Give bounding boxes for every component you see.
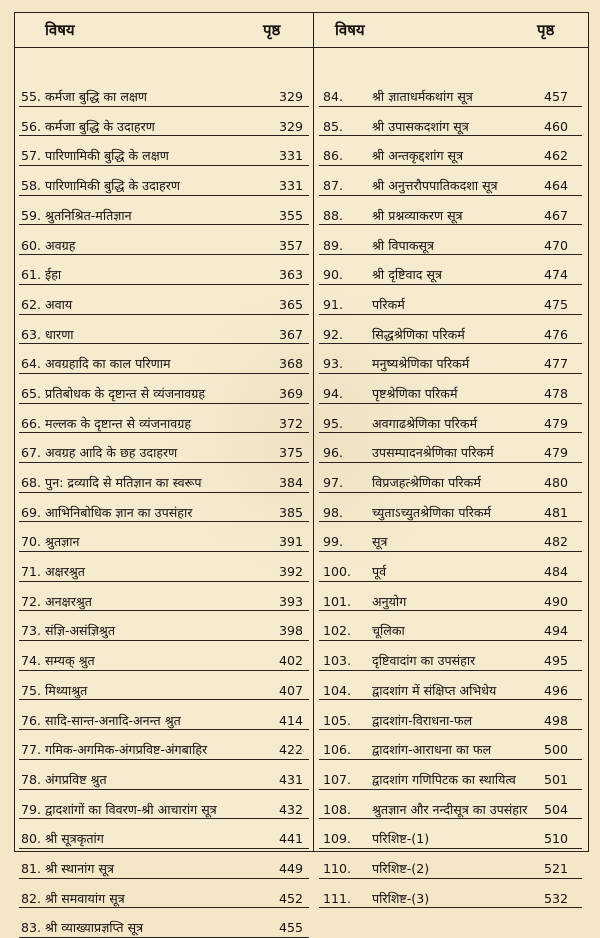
entry-page-number: 457 <box>543 89 568 105</box>
entry-label <box>323 358 528 371</box>
index-entry <box>313 196 588 226</box>
index-entry <box>313 255 588 285</box>
entry-number: 76. <box>21 712 42 728</box>
entry-page-number: 477 <box>543 356 568 372</box>
entry-label <box>21 833 253 846</box>
entry-label <box>21 801 253 817</box>
entry-label <box>323 326 528 342</box>
entry-title: द्वादशांगों का विवरण-श्री आचारांग सूत्र <box>45 801 217 817</box>
entry-number: 80. <box>21 831 42 847</box>
index-entry <box>313 77 588 107</box>
entry-title: चूलिका <box>372 623 405 639</box>
index-entry <box>313 493 588 523</box>
index-entry <box>313 285 588 315</box>
entry-number: 70. <box>21 534 42 550</box>
entry-number: 104. <box>323 682 352 698</box>
entry-number: 78. <box>21 771 42 787</box>
entry-title: श्री अनुत्तरौपपातिकदशा सूत्र <box>372 178 498 194</box>
entry-page-number: 521 <box>543 860 568 876</box>
index-entry <box>15 404 313 434</box>
entry-title: अवाय <box>45 296 73 312</box>
entry-page-number: 329 <box>278 89 303 105</box>
index-entry <box>313 700 588 730</box>
entry-label <box>21 385 253 401</box>
entry-title: उपसम्पादनश्रेणिका परिकर्म <box>372 445 494 461</box>
entry-number: 73. <box>21 623 42 639</box>
header-subject-left: विषय <box>45 21 75 39</box>
entry-page-number: 372 <box>278 415 303 431</box>
entry-page-number: 464 <box>543 178 568 194</box>
entry-title: श्री उपासकदशांग सूत्र <box>372 118 469 134</box>
entry-page-number: 392 <box>278 564 303 580</box>
entry-page-number: 474 <box>543 267 568 283</box>
index-entry <box>15 641 313 671</box>
entry-page-number: 365 <box>278 296 303 312</box>
entry-label <box>323 150 528 163</box>
index-entry <box>15 136 313 166</box>
entry-number: 106. <box>323 742 352 758</box>
entry-number: 72. <box>21 593 42 609</box>
entry-title: पारिणामिकी बुद्धि के उदाहरण <box>45 178 180 194</box>
entry-number: 75. <box>21 682 42 698</box>
index-entry <box>313 522 588 552</box>
entry-label <box>21 269 253 282</box>
entry-page-number: 480 <box>543 475 568 491</box>
entry-number: 98. <box>323 504 344 520</box>
entry-page-number: 479 <box>543 415 568 431</box>
entry-title: अवग्रह <box>45 237 76 253</box>
index-entry <box>313 433 588 463</box>
entry-label <box>21 91 253 104</box>
entry-label <box>21 118 253 134</box>
entry-label <box>21 536 253 549</box>
entry-title: द्वादशांग में संक्षिप्त अभिधेय <box>372 682 497 698</box>
entry-title: श्री व्याख्याप्रज्ञप्ति सूत्र <box>45 920 144 936</box>
entry-label <box>323 269 528 282</box>
entry-number: 61. <box>21 267 42 283</box>
entry-title: श्रुतज्ञान और नन्दीसूत्र का उपसंहार <box>372 801 528 817</box>
entry-title: सिद्धश्रेणिका परिकर्म <box>372 326 465 342</box>
entry-title: द्वादशांग गणिपिटक का स्थायित्व <box>372 771 516 787</box>
entry-number: 97. <box>323 475 344 491</box>
entry-label <box>21 207 253 223</box>
entry-page-number: 467 <box>543 207 568 223</box>
index-entry <box>15 700 313 730</box>
entry-page-number: 432 <box>278 801 303 817</box>
entry-page-number: 367 <box>278 326 303 342</box>
entry-page-number: 452 <box>278 890 303 906</box>
entry-number: 95. <box>323 415 344 431</box>
index-entry <box>15 225 313 255</box>
entry-label <box>323 536 528 549</box>
entry-number: 105. <box>323 712 352 728</box>
entry-title: कर्मजा बुद्धि का लक्षण <box>45 89 147 105</box>
entry-label <box>323 447 528 460</box>
header-page-left: पृष्ठ <box>263 21 281 39</box>
entry-number: 90. <box>323 267 344 283</box>
entry-label <box>21 771 253 787</box>
entry-title: द्वादशांग-विराधना-फल <box>372 712 473 728</box>
header-subject-right: विषय <box>335 21 365 39</box>
entry-page-number: 369 <box>278 385 303 401</box>
entry-page-number: 496 <box>543 682 568 698</box>
entry-page-number: 375 <box>278 445 303 461</box>
entry-number: 108. <box>323 801 352 817</box>
header-page-right: पृष्ठ <box>537 21 555 39</box>
index-entry <box>15 582 313 612</box>
entry-title: परिशिष्ट-(3) <box>372 890 430 906</box>
index-entry <box>15 344 313 374</box>
entry-title: अवग्रह आदि के छह उदाहरण <box>45 445 178 461</box>
entry-label <box>323 118 528 134</box>
entry-label <box>323 593 528 609</box>
entry-number: 64. <box>21 356 42 372</box>
entry-title: मिथ्याश्रुत <box>45 682 88 698</box>
entry-title: श्री विपाकसूत्र <box>372 237 435 253</box>
entry-page-number: 355 <box>278 207 303 223</box>
entry-page-number: 470 <box>543 237 568 253</box>
entry-label <box>21 566 253 579</box>
entry-number: 99. <box>323 534 344 550</box>
entry-page-number: 494 <box>543 623 568 639</box>
entry-label <box>323 180 528 193</box>
entry-label <box>323 91 528 104</box>
index-entry <box>313 225 588 255</box>
entry-title: अनक्षरश्रुत <box>45 593 92 609</box>
entry-number: 66. <box>21 415 42 431</box>
entry-page-number: 476 <box>543 326 568 342</box>
index-entry <box>313 404 588 434</box>
index-entry <box>313 463 588 493</box>
entry-title: अंगप्रविष्ट श्रुत <box>45 771 107 787</box>
entry-label <box>323 504 528 520</box>
entry-number: 55. <box>21 89 42 105</box>
index-entry <box>313 344 588 374</box>
index-entry <box>313 136 588 166</box>
entry-title: च्युताऽच्युतश्रेणिका परिकर्म <box>372 504 492 520</box>
index-entry <box>15 522 313 552</box>
entry-label <box>21 447 253 460</box>
entry-page-number: 462 <box>543 148 568 164</box>
index-entry <box>15 166 313 196</box>
index-entry <box>313 819 588 849</box>
entry-label <box>323 237 528 253</box>
entry-label <box>323 566 528 579</box>
entry-number: 88. <box>323 207 344 223</box>
index-entry <box>15 285 313 315</box>
entry-number: 59. <box>21 207 42 223</box>
entry-label <box>323 625 528 638</box>
index-entry <box>313 374 588 404</box>
entry-number: 103. <box>323 653 352 669</box>
entry-page-number: 393 <box>278 593 303 609</box>
entry-page-number: 357 <box>278 237 303 253</box>
index-entry <box>313 552 588 582</box>
entry-number: 111. <box>323 890 352 906</box>
entry-number: 89. <box>323 237 344 253</box>
entry-page-number: 482 <box>543 534 568 550</box>
entry-number: 102. <box>323 623 352 639</box>
entry-number: 79. <box>21 801 42 817</box>
index-page <box>14 12 589 936</box>
entry-title: परिशिष्ट-(1) <box>372 831 430 847</box>
entry-label <box>323 890 528 906</box>
entry-title: अनुयोग <box>372 593 407 609</box>
index-entry <box>313 611 588 641</box>
index-entry <box>313 671 588 701</box>
entry-page-number: 532 <box>543 890 568 906</box>
entry-page-number: 479 <box>543 445 568 461</box>
entry-number: 87. <box>323 178 344 194</box>
index-entry <box>313 641 588 671</box>
entry-number: 107. <box>323 771 352 787</box>
entry-number: 92. <box>323 326 344 342</box>
entry-label <box>21 150 253 163</box>
entry-title: सम्यक् श्रुत <box>45 653 95 669</box>
entry-page-number: 500 <box>543 742 568 758</box>
entry-label <box>21 237 253 253</box>
index-entry <box>15 433 313 463</box>
entry-title: कर्मजा बुद्धि के उदाहरण <box>45 118 155 134</box>
entry-label <box>323 655 528 668</box>
left-column <box>15 77 313 938</box>
entry-number: 100. <box>323 564 352 580</box>
index-entry <box>15 196 313 226</box>
entry-title: संज्ञि-असंज्ञिश्रुत <box>45 623 116 639</box>
entry-label <box>21 180 253 193</box>
index-entry <box>15 552 313 582</box>
entry-label <box>21 358 253 371</box>
entry-title: पृष्टश्रेणिका परिकर्म <box>372 385 458 401</box>
entry-title: श्रुतनिश्रित-मतिज्ञान <box>45 207 132 223</box>
entry-title: दृष्टिवादांग का उपसंहार <box>372 653 476 669</box>
entry-title: सादि-सान्त-अनादि-अनन्त श्रुत <box>45 712 181 728</box>
entry-title: प्रतिबोधक के दृष्टान्त से व्यंजनावग्रह <box>45 385 206 401</box>
entry-label <box>323 833 528 846</box>
entry-label <box>323 477 528 490</box>
index-entry <box>313 166 588 196</box>
entry-page-number: 431 <box>278 771 303 787</box>
entry-title: श्री प्रश्नव्याकरण सूत्र <box>372 207 463 223</box>
entry-number: 110. <box>323 860 352 876</box>
entry-title: श्री अन्तकृद्दशांग सूत्र <box>372 148 464 164</box>
entry-label <box>21 922 253 935</box>
entry-page-number: 475 <box>543 296 568 312</box>
entry-page-number: 498 <box>543 712 568 728</box>
entry-label <box>323 801 528 817</box>
entry-number: 109. <box>323 831 352 847</box>
entry-label <box>21 625 253 638</box>
entry-label <box>323 771 528 787</box>
entry-title: श्री समवायांग सूत्र <box>45 890 125 906</box>
entry-label <box>21 504 253 520</box>
index-entry <box>15 849 313 879</box>
entry-title: पारिणामिकी बुद्धि के लक्षण <box>45 148 169 164</box>
index-entry <box>313 760 588 790</box>
entry-number: 57. <box>21 148 42 164</box>
index-entry <box>15 493 313 523</box>
entry-number: 101. <box>323 593 352 609</box>
index-entry <box>15 790 313 820</box>
index-entry <box>15 315 313 345</box>
index-entry <box>313 582 588 612</box>
entry-label <box>323 296 528 312</box>
entry-number: 85. <box>323 118 344 134</box>
entry-title: श्री स्थानांग सूत्र <box>45 860 114 876</box>
entry-number: 69. <box>21 504 42 520</box>
entry-number: 91. <box>323 296 344 312</box>
index-entry <box>15 255 313 285</box>
entry-page-number: 414 <box>278 712 303 728</box>
entry-label <box>21 415 253 431</box>
entry-page-number: 331 <box>278 148 303 164</box>
entry-number: 86. <box>323 148 344 164</box>
entry-page-number: 398 <box>278 623 303 639</box>
entry-page-number: 422 <box>278 742 303 758</box>
entry-number: 71. <box>21 564 42 580</box>
entry-title: मल्लक के दृष्टान्त से व्यंजनावग्रह <box>45 415 192 431</box>
entry-number: 62. <box>21 296 42 312</box>
entry-title: सूत्र <box>372 534 388 550</box>
entry-number: 93. <box>323 356 344 372</box>
entry-page-number: 402 <box>278 653 303 669</box>
entry-title: श्री ज्ञाताधर्मकथांग सूत्र <box>372 89 473 105</box>
index-entry <box>313 315 588 345</box>
index-entry <box>15 77 313 107</box>
entry-page-number: 504 <box>543 801 568 817</box>
entry-title: श्री दृष्टिवाद सूत्र <box>372 267 442 283</box>
entry-label <box>21 326 253 342</box>
index-entry <box>15 879 313 909</box>
entry-page-number: 484 <box>543 564 568 580</box>
entry-label <box>323 744 528 757</box>
index-entry <box>15 107 313 137</box>
entry-title: पूर्व <box>372 564 387 580</box>
entry-page-number: 481 <box>543 504 568 520</box>
entry-title: विप्रजहत्श्रेणिका परिकर्म <box>372 475 481 491</box>
index-entry <box>15 908 313 938</box>
entry-label <box>21 682 253 698</box>
entry-number: 82. <box>21 890 42 906</box>
entry-number: 84. <box>323 89 344 105</box>
entry-label <box>323 385 528 401</box>
entry-page-number: 501 <box>543 771 568 787</box>
index-entry <box>15 374 313 404</box>
entry-number: 81. <box>21 860 42 876</box>
entry-title: परिकर्म <box>372 296 405 312</box>
entry-page-number: 510 <box>543 831 568 847</box>
entry-page-number: 441 <box>278 831 303 847</box>
entry-title: परिशिष्ट-(2) <box>372 860 430 876</box>
index-entry <box>313 849 588 879</box>
entry-label <box>21 860 253 876</box>
entry-label <box>323 860 528 876</box>
index-entry <box>15 671 313 701</box>
entry-title: द्वादशांग-आराधना का फल <box>372 742 492 758</box>
row-rule <box>319 907 582 908</box>
entry-label <box>323 712 528 728</box>
index-entry <box>15 819 313 849</box>
entry-label <box>21 477 253 490</box>
index-entry <box>15 760 313 790</box>
entry-page-number: 329 <box>278 118 303 134</box>
index-entry <box>15 611 313 641</box>
entry-title: श्री सूत्रकृतांग <box>45 831 104 847</box>
entry-page-number: 385 <box>278 504 303 520</box>
entry-label <box>21 593 253 609</box>
entry-number: 77. <box>21 742 42 758</box>
entry-number: 58. <box>21 178 42 194</box>
entry-title: मनुष्यश्रेणिका परिकर्म <box>372 356 470 372</box>
entry-number: 94. <box>323 385 344 401</box>
entry-title: अवगाढश्रेणिका परिकर्म <box>372 415 478 431</box>
entry-page-number: 363 <box>278 267 303 283</box>
entry-number: 63. <box>21 326 42 342</box>
entry-label <box>323 682 528 698</box>
entry-page-number: 455 <box>278 920 303 936</box>
entry-number: 96. <box>323 445 344 461</box>
index-entry <box>313 730 588 760</box>
entry-label <box>21 712 253 728</box>
index-entry <box>313 107 588 137</box>
entry-number: 68. <box>21 475 42 491</box>
table-header <box>15 13 588 48</box>
entry-title: गमिक-अगमिक-अंगप्रविष्ट-अंगबाहिर <box>45 742 208 758</box>
entry-page-number: 368 <box>278 356 303 372</box>
entry-number: 60. <box>21 237 42 253</box>
entry-page-number: 460 <box>543 118 568 134</box>
entry-page-number: 449 <box>278 860 303 876</box>
entry-title: अक्षरश्रुत <box>45 564 85 580</box>
entry-number: 67. <box>21 445 42 461</box>
entry-page-number: 495 <box>543 653 568 669</box>
index-entry <box>313 879 588 909</box>
entry-title: धारणा <box>45 326 74 342</box>
entry-title: ईहा <box>45 267 62 283</box>
entry-page-number: 384 <box>278 475 303 491</box>
index-entry <box>313 790 588 820</box>
entry-label <box>21 296 253 312</box>
entry-page-number: 331 <box>278 178 303 194</box>
right-column <box>313 77 588 908</box>
entry-number: 74. <box>21 653 42 669</box>
entry-page-number: 490 <box>543 593 568 609</box>
entry-title: आभिनिबोधिक ज्ञान का उपसंहार <box>45 504 193 520</box>
index-entry <box>15 730 313 760</box>
entry-page-number: 407 <box>278 682 303 698</box>
entry-label <box>323 207 528 223</box>
entry-label <box>21 655 253 668</box>
entry-page-number: 391 <box>278 534 303 550</box>
entry-label <box>323 415 528 431</box>
entry-number: 83. <box>21 920 42 936</box>
index-entry <box>15 463 313 493</box>
entry-number: 56. <box>21 118 42 134</box>
entry-title: अवग्रहादि का काल परिणाम <box>45 356 171 372</box>
entry-title: पुन: द्रव्यादि से मतिज्ञान का स्वरूप <box>45 475 202 491</box>
entry-number: 65. <box>21 385 42 401</box>
entry-title: श्रुतज्ञान <box>45 534 80 550</box>
entry-page-number: 478 <box>543 385 568 401</box>
entry-label <box>21 890 253 906</box>
entry-label <box>21 744 253 757</box>
